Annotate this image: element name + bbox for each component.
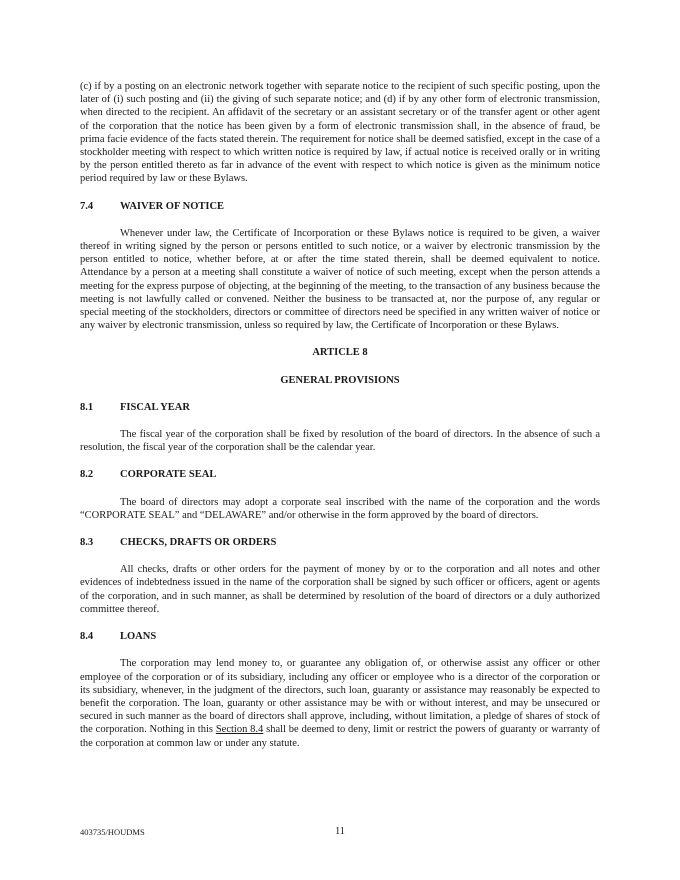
section-title: FISCAL YEAR [120, 401, 190, 413]
section-title: CORPORATE SEAL [120, 469, 217, 481]
body-text: The corporation may lend money to, or guarantee any obligation of, or otherwise assist any officer or other employee of the corporation or of its subsidiary, including any officer or employee who is a director of the corporation or its subsidiary, whenever, in the judgment of the directors, such loan, guaranty or assistance may reasonably be expected to benefit the corporation. The loan, guaranty or other assistance may be with or without interest, and may be unsecured or secured in such manner as the board of directors shall approve, including, without limitation, a pledge of shares of stock of the corporation. Nothing in this [80, 658, 600, 736]
section-number: 8.4 [80, 631, 94, 643]
body-text: shall be deemed to deny, limit or restrict the powers of guaranty or warranty of the corporation at common law or under any statute. [80, 724, 601, 749]
section-heading-8-3 [80, 536, 600, 549]
section-body-7-4: Whenever under law, the Certificate of Incorporation or these Bylaws notice is required to be given, a waiver thereof in writing signed by the person or persons entitled to such notice, or a waiver by electronic transmission by the person entitled to notice, whether before, at or after the time stated therein, shall be deemed equivalent to notice. Attendance by a person at a meeting shall constitute a waiver of notice of such meeting, except when the person attends a meeting for the express purpose of objecting, at the beginning of the meeting, to the transaction of any business because the meeting is not lawfully called or convened. Neither the business to be transacted at, nor the purpose of, any regular or special meeting of the stockholders, directors or committee of directors need be specified in any written waiver of notice or any waiver by electronic transmission, unless so required by law, the Certificate of Incorporation or these Bylaws. [80, 227, 600, 332]
section-body-8-4 [80, 657, 600, 749]
section-heading-7-4 [80, 200, 600, 213]
page-number: 11 [334, 826, 346, 837]
document-page [80, 80, 600, 750]
section-body-8-2: The board of directors may adopt a corporate seal inscribed with the name of the corporation and the words “CORPORATE SEAL” and “DELAWARE” and/or otherwise in the form approved by the board of directors. [80, 496, 600, 521]
section-number: 8.3 [80, 537, 94, 549]
article-title: GENERAL PROVISIONS [280, 374, 400, 386]
section-number: 8.1 [80, 401, 94, 413]
section-heading-8-4 [80, 630, 600, 643]
section-heading-8-1 [80, 401, 600, 414]
page-footer [80, 826, 600, 840]
section-reference-link: Section 8.4 [215, 724, 264, 736]
section-number: 8.2 [80, 469, 94, 481]
section-title: LOANS [120, 631, 157, 643]
section-heading-8-2 [80, 468, 600, 481]
continuation-paragraph: (c) if by a posting on an electronic network together with separate notice to the recipient of such specific posting, upon the later of (i) such posting and (ii) the giving of such separate notice; and (d) if by any other form of electronic transmission, when directed to the recipient. An affidavit of the secretary or an assistant secretary or of the transfer agent or other agent of the corporation that the notice has been given by a form of electronic transmission shall, in the absence of fraud, be prima facie evidence of the facts stated therein. The requirement for notice shall be deemed satisfied, except in the case of a stockholder meeting with respect to which written notice is required by law, if actual notice is received orally or in writing by the person entitled thereto as far in advance of the event with respect to which notice is given as the minimum notice period required by law or these Bylaws. [80, 81, 600, 185]
document-id: 403735/HOUDMS [80, 827, 145, 837]
section-body-8-3: All checks, drafts or other orders for the payment of money by or to the corporation and all notes and other evidences of indebtedness issued in the name of the corporation shall be signed by such officer or officers, agent or agents of the corporation, and in such manner, as shall be determined by resolution of the board of directors or a duly authorized committee thereof. [80, 564, 600, 615]
section-body-8-1: The fiscal year of the corporation shall be fixed by resolution of the board of directors. In the absence of such a resolution, the fiscal year of the corporation shall be the calendar year. [80, 429, 600, 454]
article-label: ARTICLE 8 [312, 347, 368, 359]
section-title: WAIVER OF NOTICE [120, 200, 225, 212]
section-number: 7.4 [80, 200, 94, 212]
section-title: CHECKS, DRAFTS OR ORDERS [120, 537, 277, 549]
